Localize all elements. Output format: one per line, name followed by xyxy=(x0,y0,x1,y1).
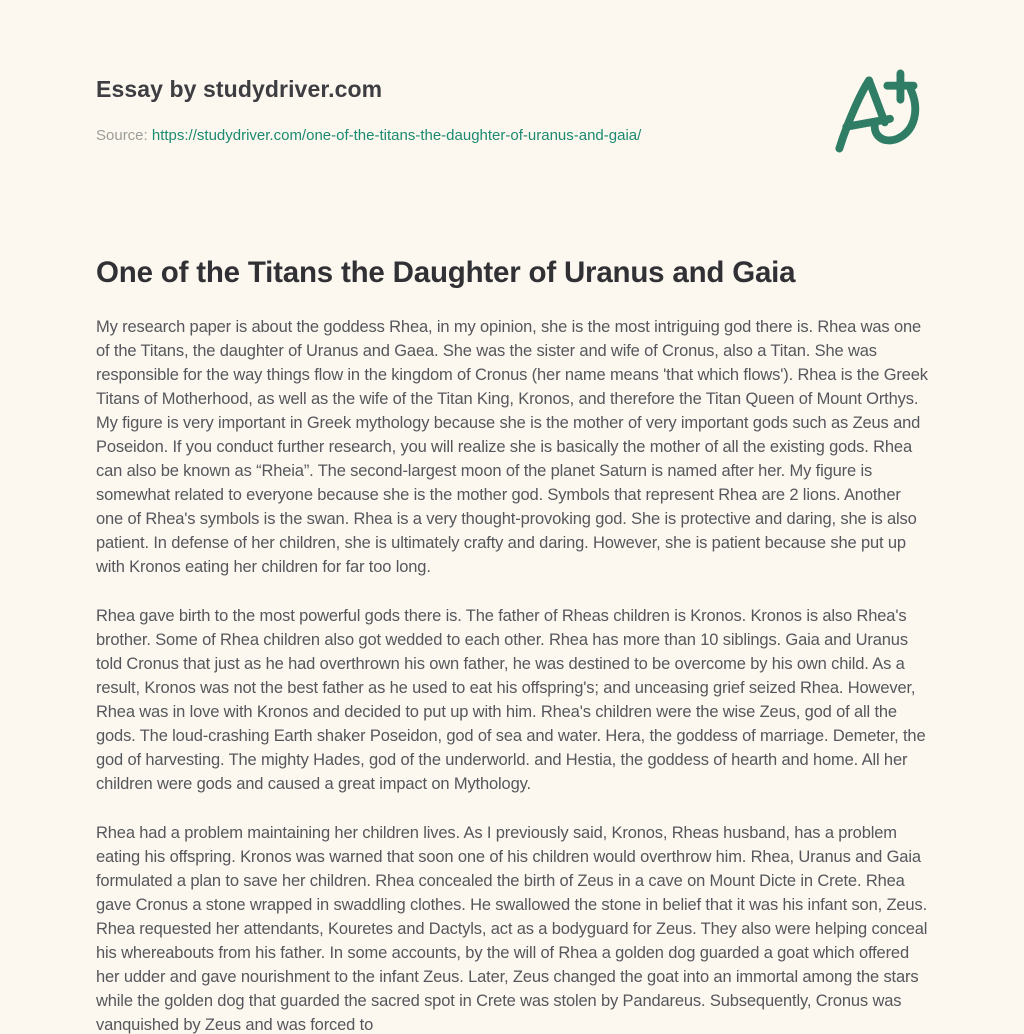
page-title: Essay by studydriver.com xyxy=(96,76,383,102)
essay-paragraph-3: Rhea had a problem maintaining her children lives. As I previously said, Kronos, Rheas husband, has a problem eating his offspring. Kronos was warned that soon one of his children would overthrow him. Rhea, Uranus and Gaia formulated a plan to save her children. Rhea concealed the birth of Zeus in a cave on Mount Dicte in Crete. Rhea gave Cronus a stone wrapped in swaddling clothes. He swallowed the stone in belief that it was his infant son, Zeus. Rhea requested her attendants, Kouretes and Dactyls, act as a bodyguard for Zeus. They also were helping conceal his whereabouts from his father. In some accounts, by the will of Rhea a golden dog guarded a goat which offered her udder and gave nourishment to the infant Zeus. Later, Zeus changed the goat into an immortal among the stars while the golden dog that guarded the sacred spot in Crete was stolen by Pandareus. Subsequently, Cronus was vanquished by Zeus and was forced to xyxy=(96,824,928,1034)
source-link[interactable]: https://studydriver.com/one-of-the-titans-the-daughter-of-uranus-and-gaia/ xyxy=(151,127,642,144)
source-label: Source: xyxy=(96,127,148,144)
essay-paragraph-1: My research paper is about the goddess Rhea, in my opinion, she is the most intriguing god there is. Rhea was one of the Titans, the daughter of Uranus and Gaea. She was the sister and wife of Cronus, also a Titan. She was responsible for the way things flow in the kingdom of Cronus (her name means 'that which flows'). Rhea is the Greek Titans of Motherhood, as well as the wife of the Titan King, Kronos, and therefore the Titan Queen of Mount Orthys. My figure is very important in Greek mythology because she is the mother of very important gods such as Zeus and Poseidon. If you conduct further research, you will realize she is basically the mother of all the existing gods. Rhea can also be known as “Rheia”. The second-largest moon of the planet Saturn is named after her. My figure is somewhat related to everyone because she is the mother god. Symbols that represent Rhea are 2 lions. Another one of Rhea's symbols is the swan. Rhea is a very thought-provoking god. She is protective and daring, she is also patient. In defense of her children, she is ultimately crafty and daring. However, she is patient because she put up with Kronos eating her children for far too long. xyxy=(96,318,928,576)
essay-body xyxy=(96,315,928,1034)
header-section xyxy=(96,76,928,144)
a-plus-logo-icon xyxy=(828,62,924,160)
essay-paragraph-2: Rhea gave birth to the most powerful gods there is. The father of Rheas children is Kronos. Kronos is also Rhea's brother. Some of Rhea children also got wedded to each other. Rhea has more than 10 siblings. Gaia and Uranus told Cronus that just as he had overthrown his own father, he was destined to be overcome by his own child. As a result, Kronos was not the best father as he used to eat his offspring's; and unceasing grief seized Rhea. However, Rhea was in love with Kronos and decided to put up with him. Rhea's children were the wise Zeus, god of all the gods. The loud-crashing Earth shaker Poseidon, god of sea and water. Hera, the goddess of marriage. Demeter, the god of harvesting. The mighty Hades, god of the underworld. and Hestia, the goddess of hearth and home. All her children were gods and caused a great impact on Mythology. xyxy=(96,607,926,793)
source-line xyxy=(96,127,928,144)
essay-title: One of the Titans the Daughter of Uranus and Gaia xyxy=(96,256,796,289)
